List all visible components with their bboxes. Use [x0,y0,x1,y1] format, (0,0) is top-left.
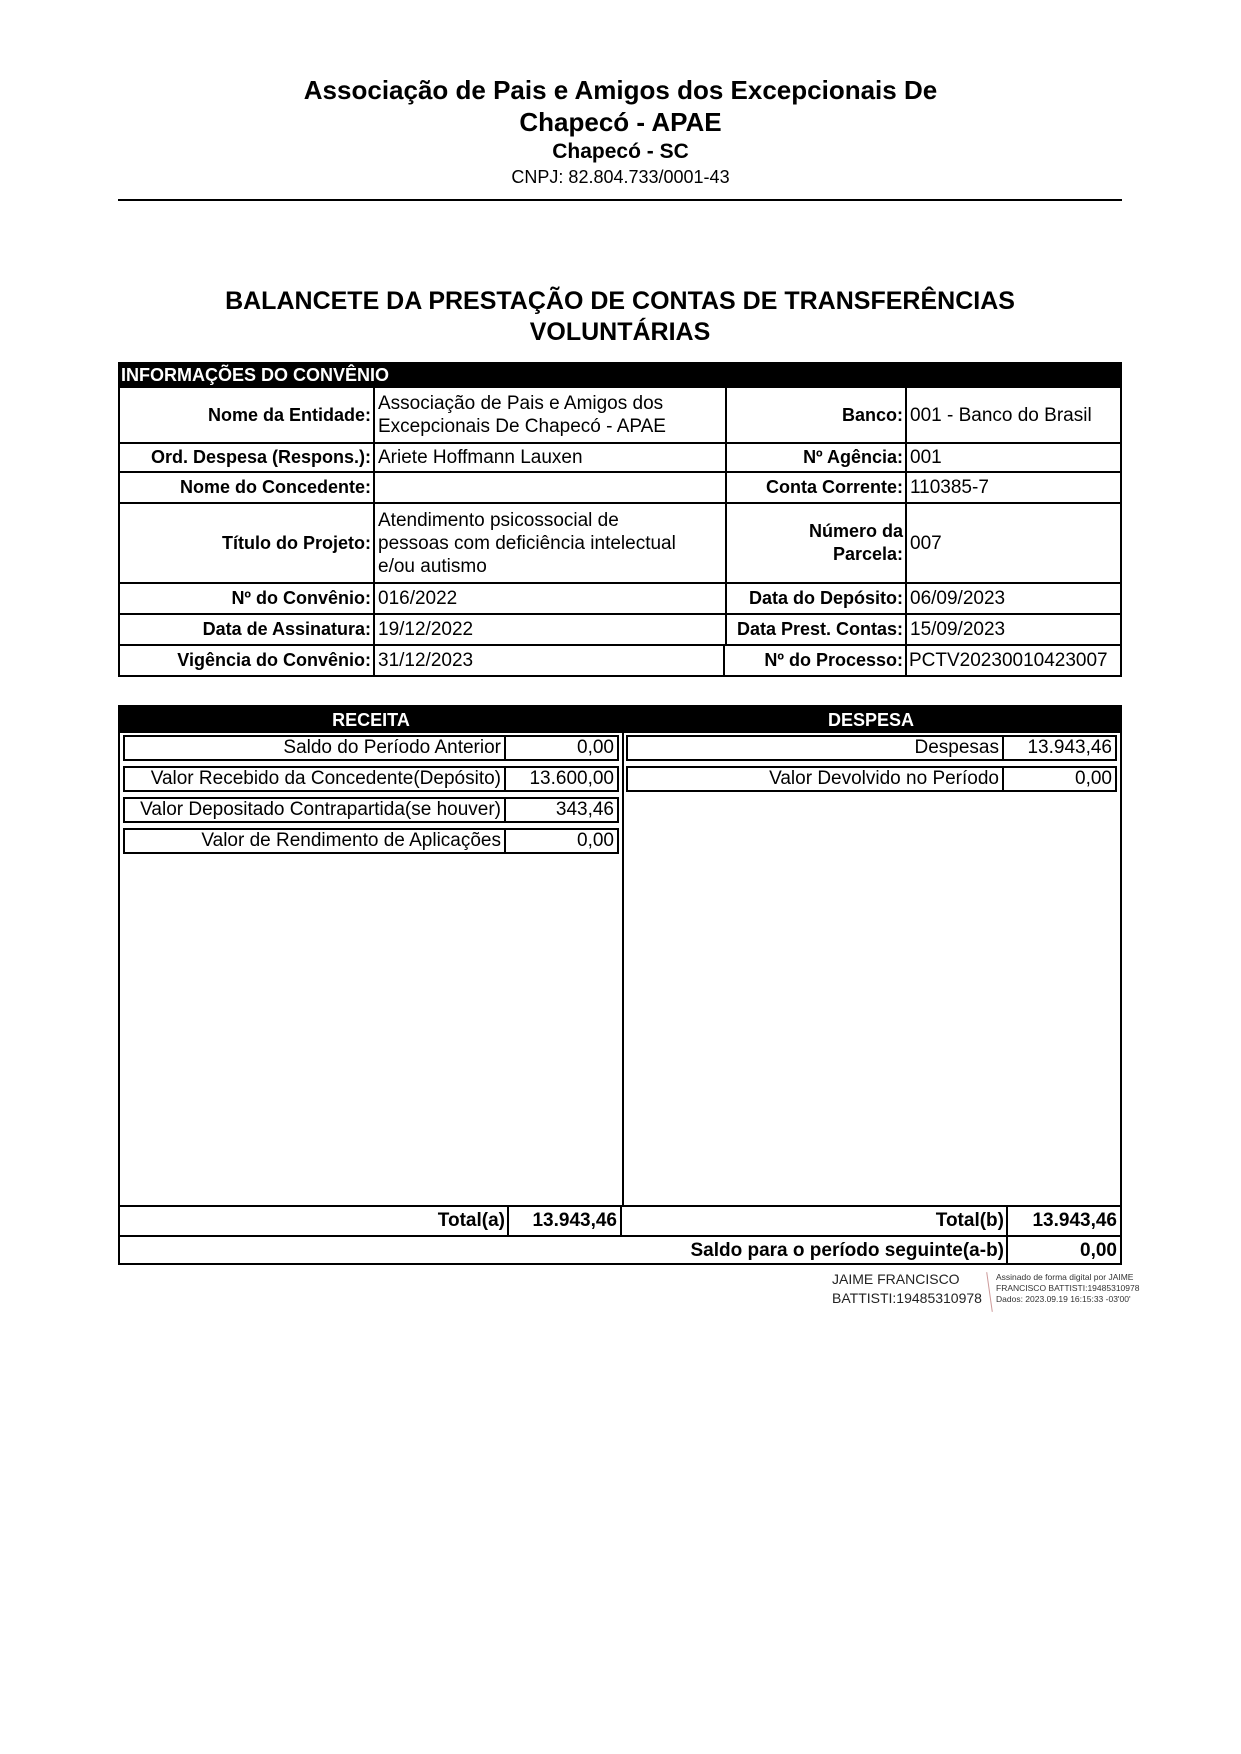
concedente-value [373,473,725,502]
saldo-label: Saldo para o período seguinte(a-b) [690,1240,1004,1261]
signer-name-line1: JAIME FRANCISCO [832,1271,960,1287]
entidade-label: Nome da Entidade: [207,404,371,425]
despesa-row [626,735,1117,761]
convenio-value: 016/2022 [373,584,725,613]
despesa-header: DESPESA [622,707,1120,733]
receita-row-label: Saldo do Período Anterior [283,737,501,758]
convenio-label: Nº do Convênio: [231,588,371,608]
banco-label: Banco: [725,388,905,442]
concedente-label: Nome do Concedente: [179,477,371,497]
receita-row [123,766,619,792]
ordenador-value: Ariete Hoffmann Lauxen [373,444,725,471]
projeto-value-line2: pessoas com deficiência intelectual [378,532,676,554]
info-row-projeto [118,504,1122,584]
signer-name [832,1270,982,1308]
projeto-value-line1: Atendimento psicossocial de [378,509,619,531]
info-row-concedente [118,473,1122,504]
receita-row-value: 343,46 [504,799,617,821]
signature-details [996,1272,1139,1305]
entidade-value-line1: Associação de Pais e Amigos dos [378,393,664,414]
receita-total-value: 13.943,46 [507,1207,622,1235]
receita-row-label: Valor Depositado Contrapartida(se houver) [140,799,501,820]
processo-value: PCTV20230010423007 [905,646,1120,675]
document-title-line1: BALANCETE DA PRESTAÇÃO DE CONTAS DE TRANSFERÊNCIAS [225,287,1015,315]
receita-row [123,828,619,854]
organization-name-line1: Associação de Pais e Amigos dos Excepcionais De [303,75,938,105]
info-row-ordenador [118,444,1122,473]
document-title [118,286,1122,348]
parcela-label-line2: Parcela: [832,544,903,564]
signature-details-line2: FRANCISCO BATTISTI:19485310978 [996,1283,1140,1293]
document-title-line2: VOLUNTÁRIAS [529,318,711,346]
deposito-label: Data do Depósito: [725,584,905,613]
totals-row [120,1205,1120,1235]
conta-value: 110385-7 [905,473,1120,502]
agencia-value: 001 [905,444,1120,471]
organization-name-line2: Chapecó - APAE [519,107,722,137]
receita-row-label: Valor Recebido da Concedente(Depósito) [150,768,501,789]
agreement-info-title: INFORMAÇÕES DO CONVÊNIO [118,362,1122,388]
header-divider [118,199,1122,201]
deposito-value: 06/09/2023 [905,584,1120,613]
receita-row-value: 0,00 [504,737,617,759]
info-row-assinatura [118,615,1122,646]
despesa-row [626,766,1117,792]
prest-contas-value: 15/09/2023 [905,615,1120,644]
ordenador-label: Ord. Despesa (Respons.): [150,447,371,467]
despesa-total-label: Total(b) [935,1210,1004,1231]
receita-total-label: Total(a) [437,1210,505,1231]
receita-row [123,797,619,823]
saldo-row [120,1235,1120,1265]
parcela-label [725,504,905,582]
despesa-row-value: 13.943,46 [1002,737,1115,759]
agreement-info-table [118,362,1122,677]
conta-label: Conta Corrente: [725,473,905,502]
saldo-value: 0,00 [1006,1237,1120,1265]
despesa-row-label: Despesas [914,737,999,758]
info-row-convenio [118,584,1122,615]
banco-value: 001 - Banco do Brasil [905,388,1120,442]
receita-row [123,735,619,761]
assinatura-value: 19/12/2022 [373,615,725,644]
signature-details-line3: Dados: 2023.09.19 16:15:33 -03'00' [996,1294,1131,1304]
receita-despesa-divider [622,707,624,1205]
info-row-vigencia [118,646,1122,677]
parcela-label-line1: Número da [808,521,903,541]
despesa-row-value: 0,00 [1002,768,1115,790]
organization-name [0,74,1241,138]
processo-label: Nº do Processo: [723,646,905,675]
despesa-total-value: 13.943,46 [1006,1207,1120,1235]
despesa-row-label: Valor Devolvido no Período [769,768,999,789]
receita-row-label: Valor de Rendimento de Aplicações [201,830,501,851]
assinatura-label: Data de Assinatura: [202,619,371,639]
organization-city: Chapecó - SC [552,140,689,163]
projeto-value [373,504,725,582]
projeto-value-line3: e/ou autismo [378,555,487,577]
entidade-value [373,388,725,442]
receita-row-value: 0,00 [504,830,617,852]
receita-header: RECEITA [120,707,622,733]
projeto-label: Título do Projeto: [222,532,371,553]
organization-cnpj: CNPJ: 82.804.733/0001-43 [511,167,730,187]
parcela-value: 007 [905,504,1120,582]
entidade-value-line2: Excepcionais De Chapecó - APAE [378,416,666,437]
prest-contas-label: Data Prest. Contas: [725,615,905,644]
signature-details-line1: Assinado de forma digital por JAIME [996,1272,1134,1282]
receita-row-value: 13.600,00 [504,768,617,790]
agencia-label: Nº Agência: [725,444,905,471]
signer-name-line2: BATTISTI:19485310978 [832,1290,982,1306]
signature-stroke [986,1272,993,1312]
vigencia-value: 31/12/2023 [373,646,723,675]
info-row-entidade [118,388,1122,444]
vigencia-label: Vigência do Convênio: [177,650,371,670]
financial-summary-table [118,705,1122,1265]
